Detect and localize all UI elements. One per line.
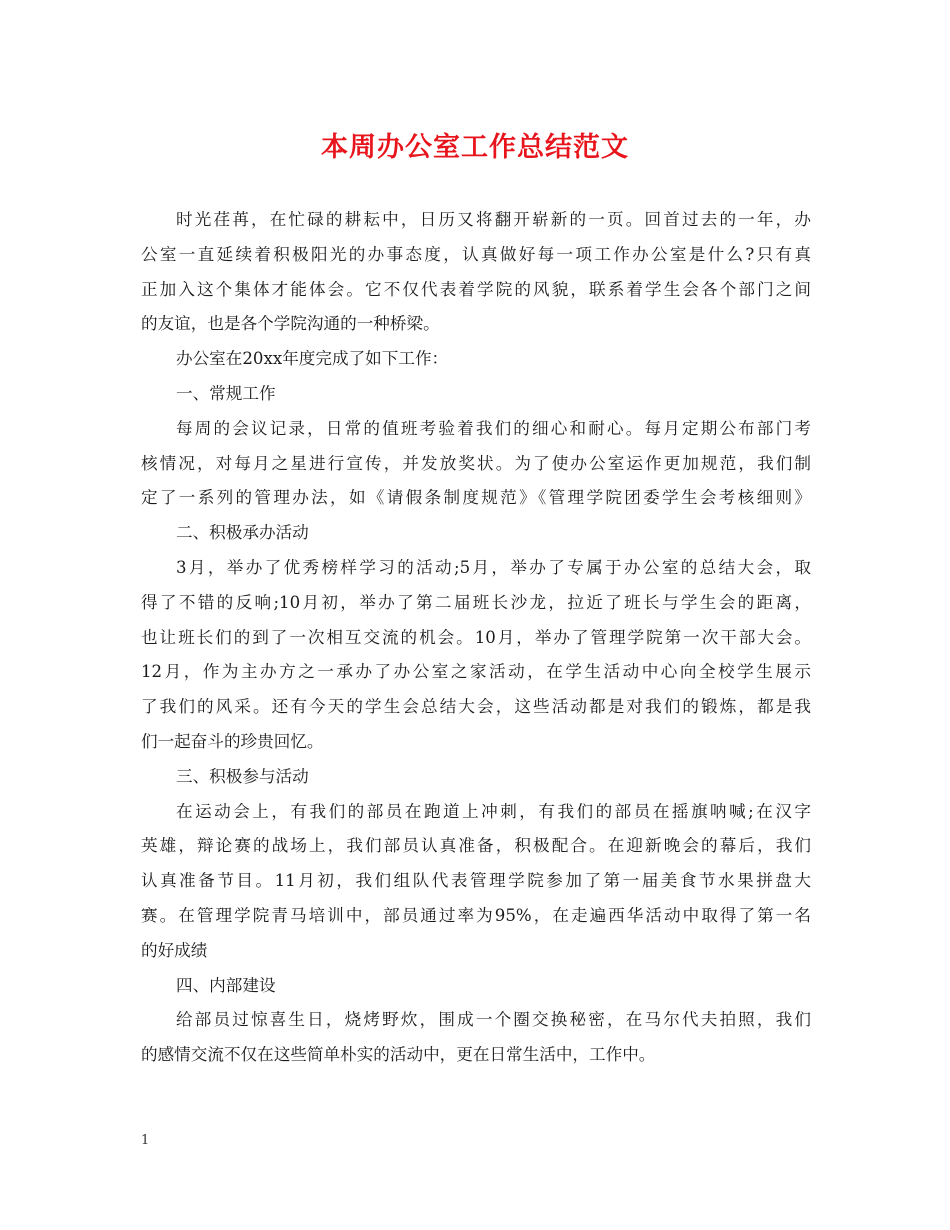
body-line: 正加入这个集体才能体会。它不仅代表着学院的风貌，联系着学生会各个部门之间	[141, 279, 811, 299]
body-line: 四、内部建设	[176, 975, 276, 995]
body-line: 时光荏苒，在忙碌的耕耘中，日历又将翻开崭新的一页。回首过去的一年，办	[176, 210, 811, 229]
body-line: 们一起奋斗的珍贵回忆。	[141, 731, 324, 751]
body-line: 的感情交流不仅在这些简单朴实的活动中，更在日常生活中，工作中。	[141, 1045, 656, 1065]
body-line: 的好成绩	[141, 940, 208, 960]
body-line: 的友谊，也是各个学院沟通的一种桥梁。	[141, 314, 440, 334]
body-line: 在运动会上，有我们的部员在跑道上冲刺，有我们的部员在摇旗呐喊;在汉字	[176, 801, 811, 821]
body-line: 公室一直延续着积极阳光的办事态度，认真做好每一项工作办公室是什么?只有真	[141, 244, 811, 264]
body-line: 核情况，对每月之星进行宣传，并发放奖状。为了使办公室运作更加规范，我们制	[141, 453, 811, 473]
body-line: 了我们的风采。还有今天的学生会总结大会，这些活动都是对我们的锻炼，都是我	[141, 697, 811, 717]
body-line: 英雄，辩论赛的战场上，我们部员认真准备，积极配合。在迎新晚会的幕后，我们	[141, 836, 811, 856]
body-line: 12月，作为主办方之一承办了办公室之家活动，在学生活动中心向全校学生展示	[141, 662, 811, 682]
body-line: 二、积极承办活动	[176, 523, 309, 543]
document-body	[141, 203, 811, 1073]
body-line: 赛。在管理学院青马培训中，部员通过率为95%，在走遍西华活动中取得了第一名	[141, 905, 811, 925]
body-line: 给部员过惊喜生日，烧烤野炊，围成一个圈交换秘密，在马尔代夫拍照，我们	[176, 1010, 811, 1030]
body-line: 也让班长们的到了一次相互交流的机会。10月，举办了管理学院第一次干部大会。	[141, 627, 811, 647]
body-line: 得了不错的反响;10月初，举办了第二届班长沙龙，拉近了班长与学生会的距离，	[141, 592, 811, 612]
body-line: 每周的会议记录，日常的值班考验着我们的细心和耐心。每月定期公布部门考	[176, 418, 811, 438]
body-line: 3月，举办了优秀榜样学习的活动;5月，举办了专属于办公室的总结大会，取	[176, 557, 811, 577]
page-number: 1	[141, 1133, 150, 1148]
body-line: 办公室在20xx年度完成了如下工作：	[176, 349, 449, 369]
body-line: 认真准备节目。11月初，我们组队代表管理学院参加了第一届美食节水果拼盘大	[141, 871, 811, 891]
body-line: 定了一系列的管理办法，如《请假条制度规范》《管理学院团委学生会考核细则》	[141, 488, 811, 508]
document-title: 本周办公室工作总结范文	[321, 132, 629, 163]
body-line: 一、常规工作	[176, 383, 276, 403]
body-line: 三、积极参与活动	[176, 766, 309, 786]
